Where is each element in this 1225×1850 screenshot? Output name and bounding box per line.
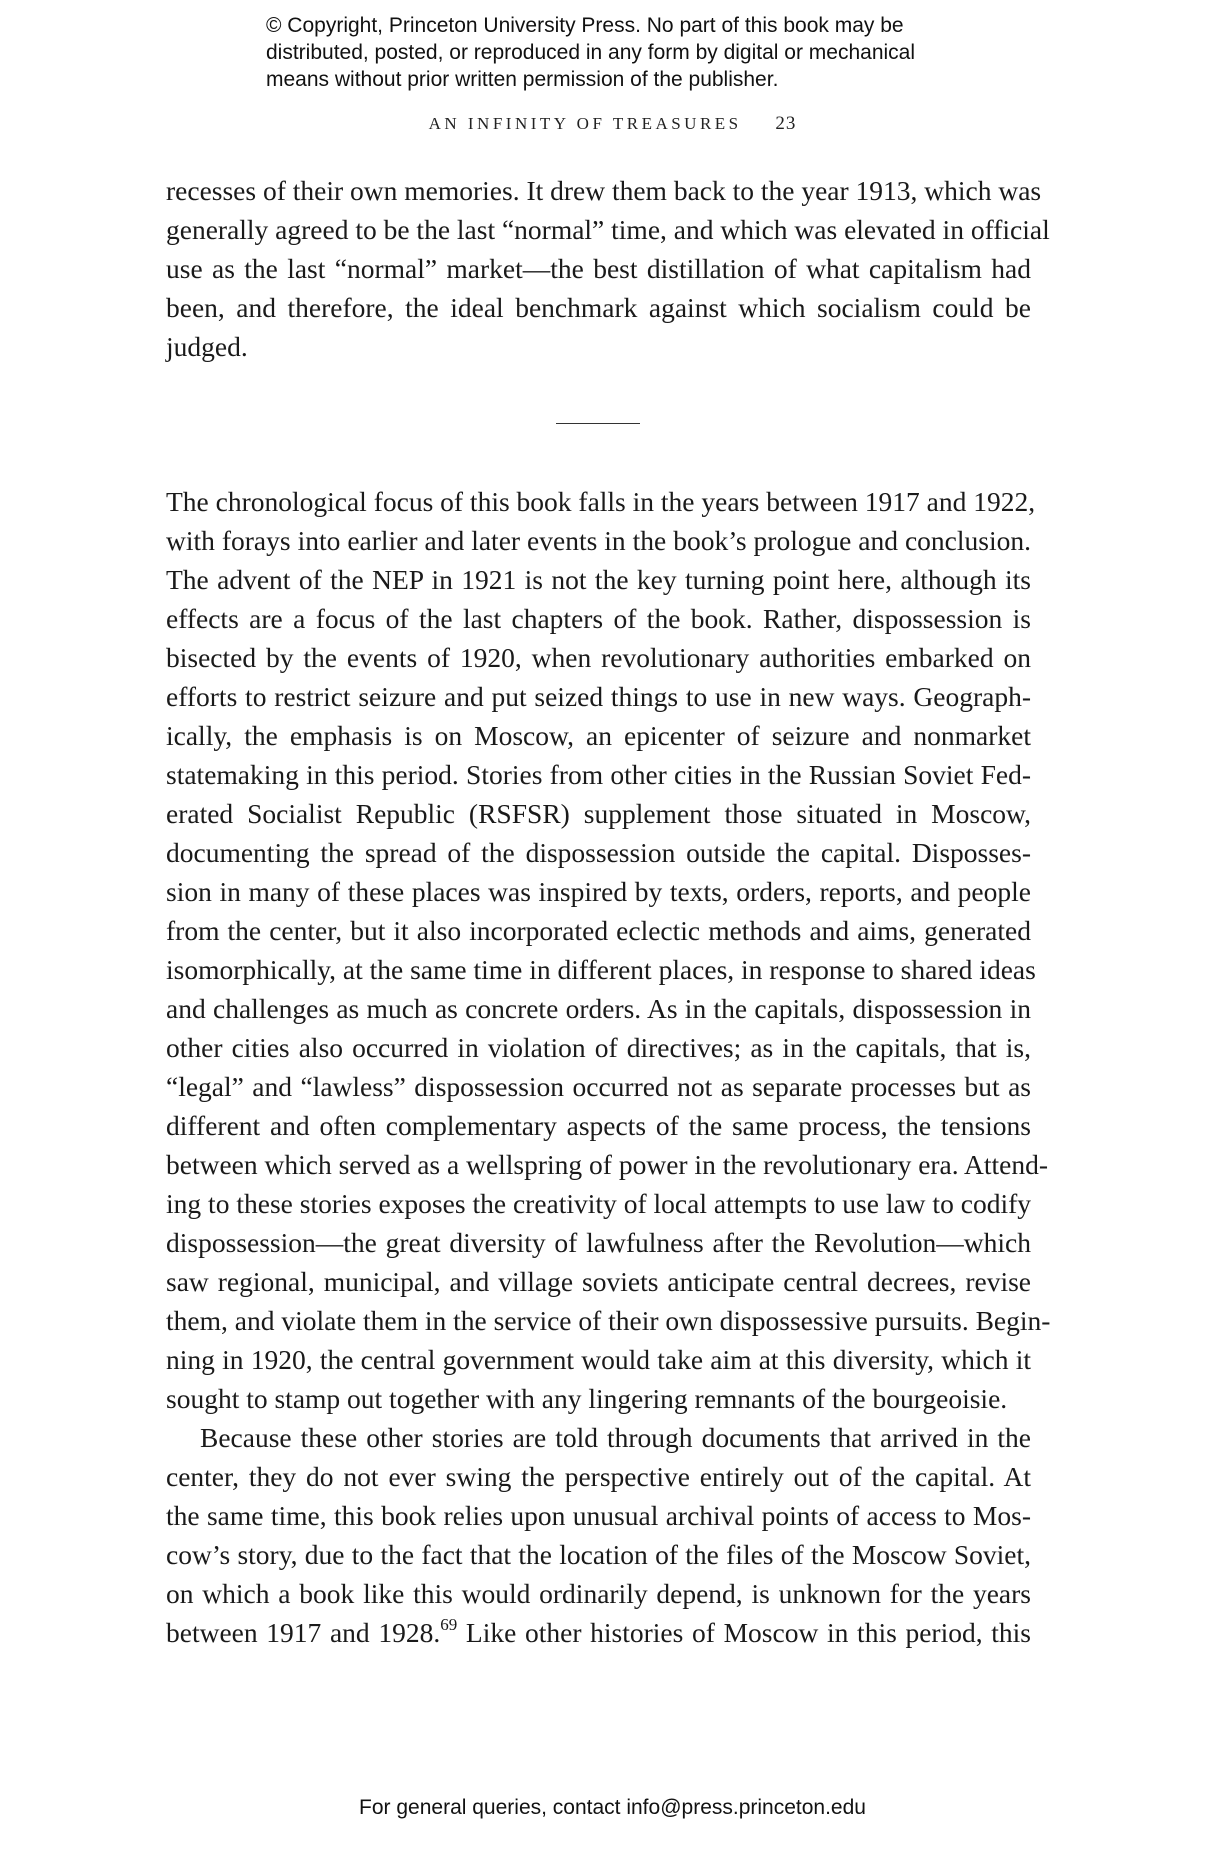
text-line: with forays into earlier and later events in the book’s prologue and conclusion. [166,525,1031,556]
text-line: ically, the emphasis is on Moscow, an epicenter of seizure and nonmarket [166,720,1031,751]
text-line: other cities also occurred in violation of directives; as in the capitals, that is, [166,1032,1031,1063]
text-line: sion in many of these places was inspired by texts, orders, reports, and people [166,876,1031,907]
copyright-notice [266,12,986,93]
text-line: saw regional, municipal, and village soviets anticipate central decrees, revise [166,1266,1031,1297]
copyright-line: © Copyright, Princeton University Press. No part of this book may be [266,14,904,37]
text-line: been, and therefore, the ideal benchmark against which socialism could be [166,292,1031,323]
paragraph-1 [166,171,1050,366]
page-number: 23 [775,113,797,134]
text-line: center, they do not ever swing the perspective entirely out of the capital. At [166,1461,1031,1492]
text-line: effects are a focus of the last chapters of the book. Rather, dispossession is [166,603,1031,634]
text-line: isomorphically, at the same time in different places, in response to shared ideas [166,954,1036,985]
text-line: sought to stamp out together with any lingering remnants of the bourgeoisie. [166,1383,1008,1414]
text-line: them, and violate them in the service of their own dispossessive pursuits. Begin- [166,1305,1051,1336]
text-line-with-footnote [166,1613,1031,1652]
text-line: “legal” and “lawless” dispossession occurred not as separate processes but as [166,1071,1031,1102]
text-line: statemaking in this period. Stories from other cities in the Russian Soviet Fed- [166,759,1031,790]
text-line: erated Socialist Republic (RSFSR) supplement those situated in Moscow, [166,798,1031,829]
paragraph-3 [166,1418,1031,1652]
text-line: ning in 1920, the central government would take aim at this diversity, which it [166,1344,1031,1375]
copyright-line: distributed, posted, or reproduced in any form by digital or mechanical [266,41,916,64]
text-line: between which served as a wellspring of power in the revolutionary era. Attend- [166,1149,1049,1180]
copyright-line: means without prior written permission of the publisher. [266,68,779,91]
text-fragment: Like other histories of Moscow in this period, this [457,1617,1032,1648]
text-line: efforts to restrict seizure and put seized things to use in new ways. Geograph- [166,681,1031,712]
section-break-rule [556,423,640,424]
text-line: recesses of their own memories. It drew them back to the year 1913, which was [166,175,1042,206]
text-line: the same time, this book relies upon unusual archival points of access to Mos- [166,1500,1031,1531]
footer-contact: For general queries, contact info@press.princeton.edu [359,1796,866,1819]
text-line: use as the last “normal” market—the best distillation of what capitalism had [166,253,1031,284]
text-line: on which a book like this would ordinarily depend, is unknown for the years [166,1578,1031,1609]
text-line: The advent of the NEP in 1921 is not the key turning point here, although its [166,564,1031,595]
text-fragment: between 1917 and 1928. [166,1617,441,1648]
text-line: and challenges as much as concrete orders. As in the capitals, dispossession in [166,993,1031,1024]
body-text [166,482,1051,1652]
text-line: Because these other stories are told through documents that arrived in the [200,1422,1031,1453]
text-line: cow’s story, due to the fact that the location of the files of the Moscow Soviet, [166,1539,1031,1570]
text-line: different and often complementary aspects of the same process, the tensions [166,1110,1031,1141]
text-line: generally agreed to be the last “normal” time, and which was elevated in official [166,214,1050,245]
paragraph-2 [166,482,1051,1418]
text-line: documenting the spread of the dispossession outside the capital. Disposses- [166,837,1031,868]
text-line: ing to these stories exposes the creativity of local attempts to use law to codify [166,1188,1031,1219]
text-line: from the center, but it also incorporated eclectic methods and aims, generated [166,915,1031,946]
text-line: judged. [166,331,248,362]
text-line: bisected by the events of 1920, when revolutionary authorities embarked on [166,642,1031,673]
footnote-reference[interactable]: 69 [440,1615,458,1634]
text-line: The chronological focus of this book falls in the years between 1917 and 1922, [166,486,1036,517]
text-line: dispossession—the great diversity of lawfulness after the Revolution—which [166,1227,1031,1258]
running-head-title: AN INFINITY OF TREASURES [428,114,742,133]
running-head [0,113,1225,135]
